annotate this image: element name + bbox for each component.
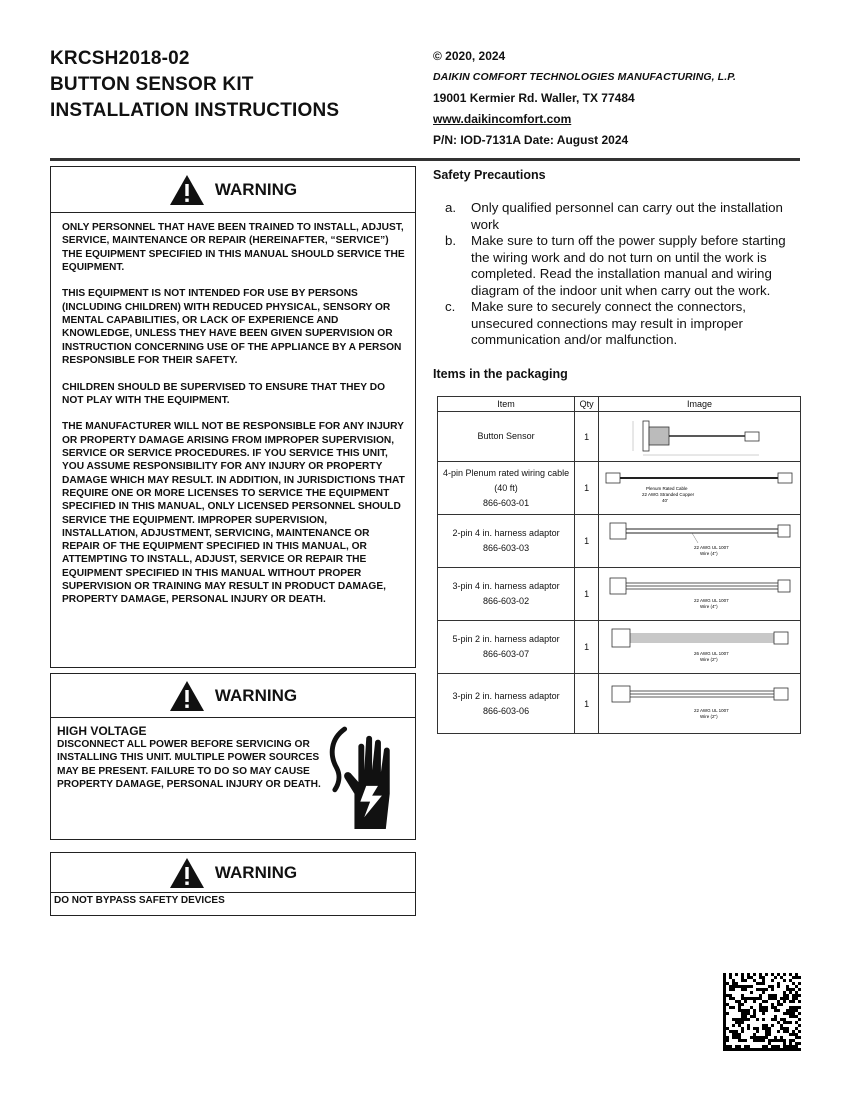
warning-triangle-icon bbox=[169, 857, 205, 889]
kit-name: BUTTON SENSOR KIT bbox=[50, 74, 254, 95]
table-row bbox=[438, 412, 801, 462]
safety-devices-message: DO NOT BYPASS SAFETY DEVICES bbox=[54, 895, 225, 906]
item-part-number: 866-603-03 bbox=[483, 543, 530, 553]
item-name: Button Sensor bbox=[477, 431, 535, 441]
cable-label-1: Plenum Rated Cable bbox=[645, 486, 688, 491]
safety-precautions-list bbox=[445, 200, 805, 349]
item-qty: 1 bbox=[575, 462, 599, 515]
item-part-number: 866-603-01 bbox=[483, 497, 530, 508]
item-qty: 1 bbox=[575, 674, 599, 734]
item-qty: 1 bbox=[575, 515, 599, 568]
high-voltage-heading: HIGH VOLTAGE bbox=[57, 724, 147, 738]
item-part-number: 866-603-02 bbox=[483, 596, 530, 606]
warning-title: WARNING bbox=[214, 862, 298, 882]
list-item: c. Make sure to securely connect the connectors, unsecured connections may result in improper communication and/or malfunction. bbox=[445, 299, 746, 347]
warning-title: WARNING bbox=[214, 179, 298, 199]
warning-body bbox=[51, 213, 415, 613]
warning-box-safety-devices bbox=[50, 852, 416, 916]
column-header-image: Image bbox=[599, 397, 801, 412]
high-voltage-message: DISCONNECT ALL POWER BEFORE SERVICING OR INSTALLING THIS UNIT. MULTIPLE POWER SOURCES MAY BE PRESENT. FAILURE TO DO SO MAY CAUSE PROPERTY DAMAGE, PERSONAL INJURY OR DEATH. bbox=[57, 739, 321, 791]
copyright: © 2020, 2024 bbox=[433, 49, 506, 63]
harness-adaptor-drawing bbox=[602, 625, 798, 669]
warning-box-general bbox=[50, 166, 416, 668]
warning-paragraph: CHILDREN SHOULD BE SUPERVISED TO ENSURE THAT THEY DO NOT PLAY WITH THE EQUIPMENT. bbox=[62, 381, 386, 406]
cable-label-2: 22 AWG Stranded Copper bbox=[641, 492, 694, 497]
table-header-row bbox=[438, 397, 801, 412]
table-row bbox=[438, 462, 801, 515]
warning-paragraph: ONLY PERSONNEL THAT HAVE BEEN TRAINED TO INSTALL, ADJUST, SERVICE, MAINTENANCE OR REPAIR (HEREINAFTER, “SERVICE”) THE EQUIPMENT SPECIFIED IN THIS MANUAL SHOULD SERVICE THE EQUIPMENT. bbox=[62, 222, 405, 273]
warning-paragraph: THE MANUFACTURER WILL NOT BE RESPONSIBLE FOR ANY INJURY OR PROPERTY DAMAGE ARISING FROM IMPROPER SUPERVISION, SERVICE OR SERVICE PROCEDURES. IF YOU SERVICE THIS UNIT, YOU ASSUME RESPONSIBILITY FOR ANY INJURY OR PROPERTY DAMAGE WHICH MAY RESULT. IN ADDITION, IN JURISDICTIONS THAT REQUIRE ONE OR MORE LICENSES TO SERVICE THE EQUIPMENT SPECIFIED IN THIS MANUAL, ONLY LICENSED PERSONNEL SHOULD SERVICE THE EQUIPMENT. IMPROPER SUPERVISION, INSTALLATION, ADJUSTMENT, SERVICING, MAINTENANCE OR REPAIR OF THE EQUIPMENT SPECIFIED IN THIS MANUAL, OR ATTEMPTING TO INSTALL, ADJUST, SERVICE OR REPAIR THE EQUIPMENT SPECIFIED IN THIS MANUAL WITHOUT PROPER SUPERVISION OR TRAINING MAY RESULT IN PRODUCT DAMAGE, PROPERTY DAMAGE, PERSONAL INJURY OR DEATH. bbox=[62, 421, 405, 606]
warning-header bbox=[51, 674, 415, 718]
datamatrix-code bbox=[723, 973, 801, 1051]
list-item: a. Only qualified personnel can carry out the installation work bbox=[445, 200, 783, 232]
wire-label-2: Wire (4") bbox=[699, 604, 718, 609]
warning-box-high-voltage bbox=[50, 673, 416, 840]
wire-label-1: 22 AWG UL 1007 bbox=[693, 707, 729, 713]
wiring-cable-drawing bbox=[602, 468, 798, 508]
item-name: 3-pin 4 in. harness adaptor bbox=[452, 581, 560, 591]
part-number-date: P/N: IOD-7131A Date: August 2024 bbox=[433, 133, 629, 147]
button-sensor-drawing bbox=[625, 417, 775, 457]
company-info bbox=[433, 46, 736, 151]
warning-triangle-icon bbox=[169, 680, 205, 712]
warning-triangle-icon bbox=[169, 174, 205, 206]
wire-label-2: Wire (4") bbox=[699, 551, 718, 556]
wire-label-2: Wire (2") bbox=[699, 713, 718, 719]
document-type: INSTALLATION INSTRUCTIONS bbox=[50, 100, 340, 121]
warning-paragraph: THIS EQUIPMENT IS NOT INTENDED FOR USE BY PERSONS (INCLUDING CHILDREN) WITH REDUCED PHYSICAL, SENSORY OR MENTAL CAPABILITIES, OR LACK OF EXPERIENCE AND KNOWLEDGE, UNLESS THEY HAVE BEEN GIVEN SUPERVISION OR INSTRUCTION CONCERNING USE OF THE APPLIANCE BY A PERSON RESPONSIBLE FOR THEIR SAFETY. bbox=[62, 288, 402, 366]
company-name: DAIKIN COMFORT TECHNOLOGIES MANUFACTURING, L.P. bbox=[433, 71, 736, 83]
column-header-qty: Qty bbox=[575, 397, 599, 412]
high-voltage-text bbox=[57, 724, 327, 836]
safety-precautions-heading: Safety Precautions bbox=[433, 168, 546, 182]
warning-header bbox=[51, 853, 415, 893]
wire-label-1: 22 AWG UL 1007 bbox=[693, 598, 729, 603]
warning-title: WARNING bbox=[214, 685, 298, 705]
table-row bbox=[438, 674, 801, 734]
table-row bbox=[438, 515, 801, 568]
item-name: 4-pin Plenum rated wiring cable (40 ft) bbox=[443, 467, 570, 493]
company-address: 19001 Kermier Rd. Waller, TX 77484 bbox=[433, 91, 635, 105]
wire-label-2: Wire (2") bbox=[699, 657, 718, 662]
wire-label-1: 22 AWG UL 1007 bbox=[693, 545, 729, 550]
high-voltage-content bbox=[51, 718, 415, 842]
item-part-number: 866-603-07 bbox=[483, 649, 530, 659]
table-row bbox=[438, 568, 801, 621]
document-title bbox=[50, 46, 339, 124]
item-qty: 1 bbox=[575, 568, 599, 621]
item-name: 2-pin 4 in. harness adaptor bbox=[452, 528, 560, 538]
item-qty: 1 bbox=[575, 412, 599, 462]
list-item: b. Make sure to turn off the power supply before starting the wiring work and do not turn on until the work is completed. Read the installation manual and wiring diagram of the indoor unit when carry out the work. bbox=[445, 233, 786, 298]
model-number: KRCSH2018-02 bbox=[50, 48, 190, 69]
item-name: 5-pin 2 in. harness adaptor bbox=[452, 634, 560, 644]
harness-adaptor-drawing bbox=[602, 519, 798, 563]
harness-adaptor-drawing bbox=[602, 572, 798, 616]
header-divider bbox=[50, 158, 800, 161]
packaging-table bbox=[437, 396, 801, 734]
cable-label-3: 40' bbox=[661, 498, 668, 503]
harness-adaptor-drawing bbox=[602, 682, 798, 726]
packaging-heading: Items in the packaging bbox=[433, 367, 568, 381]
warning-header bbox=[51, 167, 415, 213]
column-header-item: Item bbox=[438, 397, 575, 412]
item-name: 3-pin 2 in. harness adaptor bbox=[452, 690, 560, 701]
table-row bbox=[438, 621, 801, 674]
item-part-number: 866-603-06 bbox=[483, 705, 530, 716]
company-website-link[interactable]: www.daikincomfort.com bbox=[433, 112, 572, 126]
wire-label-1: 26 AWG UL 1007 bbox=[693, 651, 729, 656]
electric-shock-hand-icon bbox=[327, 724, 405, 836]
item-qty: 1 bbox=[575, 621, 599, 674]
